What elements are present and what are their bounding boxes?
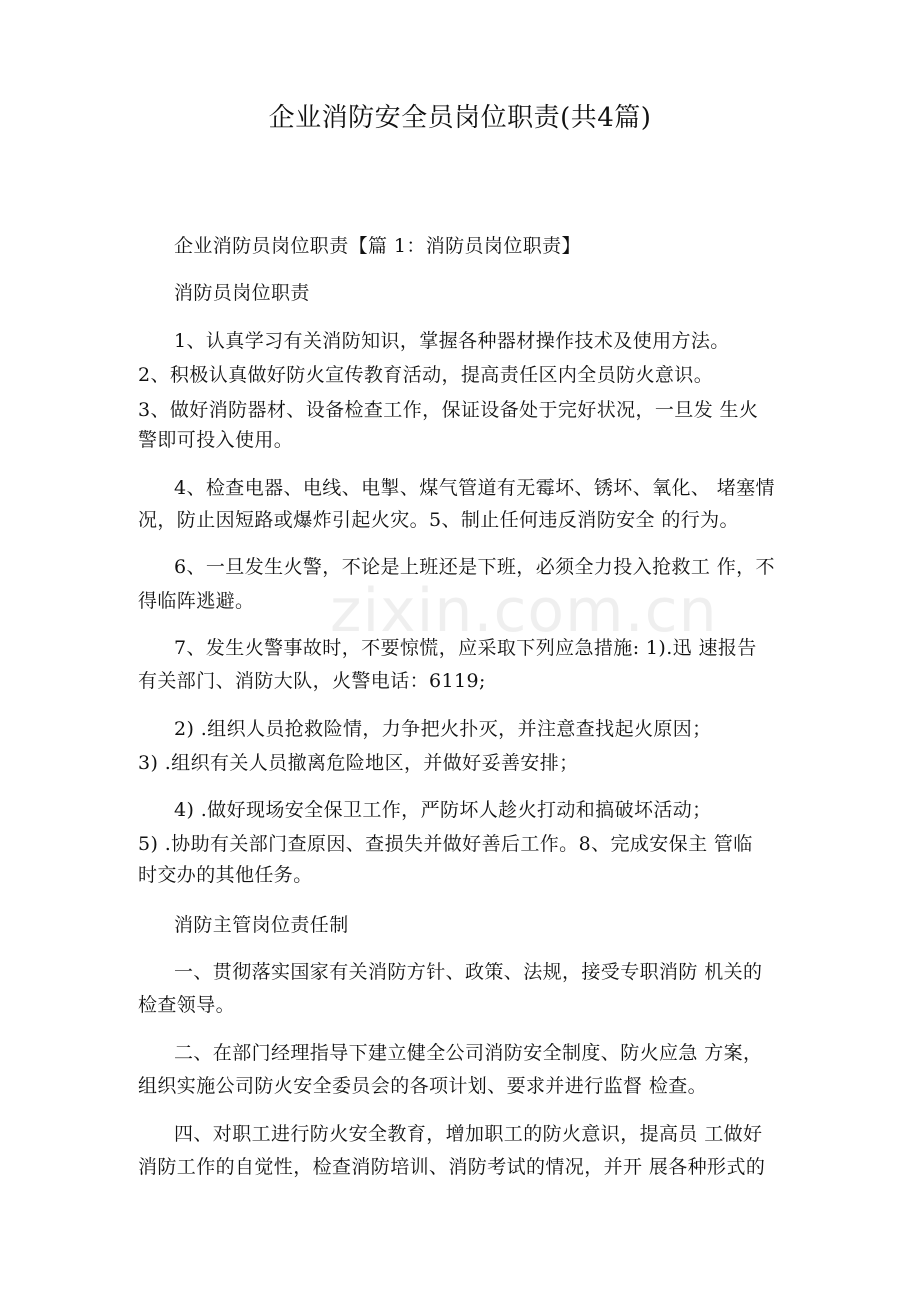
paragraph-line: 2) .组织人员抢救险情，力争把火扑灭，并注意查找起火原因； bbox=[174, 718, 712, 740]
watermark: zixin.com.cn bbox=[330, 576, 718, 646]
paragraph-line: 5) .协助有关部门查原因、查损失并做好善后工作。8、完成安保主 管临 bbox=[138, 833, 753, 855]
paragraph-line: 况，防止因短路或爆炸引起火灾。5、制止任何违反消防安全 的行为。 bbox=[138, 509, 739, 531]
section-heading: 企业消防员岗位职责【篇 1：消防员岗位职责】 bbox=[174, 235, 581, 257]
paragraph-line: 消防工作的自觉性，检查消防培训、消防考试的情况，并开 展各种形式的 bbox=[138, 1156, 766, 1178]
paragraph-line: 组织实施公司防火安全委员会的各项计划、要求并进行监督 检查。 bbox=[138, 1075, 708, 1097]
paragraph-line: 6、一旦发生火警，不论是上班还是下班，必须全力投入抢救工 作，不 bbox=[174, 556, 775, 578]
subheading: 消防主管岗位责任制 bbox=[174, 914, 349, 936]
paragraph-line: 时交办的其他任务。 bbox=[138, 864, 313, 886]
paragraph-line: 2、积极认真做好防火宣传教育活动，提高责任区内全员防火意识。 bbox=[138, 364, 714, 386]
paragraph-line: 1、认真学习有关消防知识，掌握各种器材操作技术及使用方法。 bbox=[174, 330, 730, 352]
subheading: 消防员岗位职责 bbox=[174, 282, 310, 304]
paragraph-line: 3、做好消防器材、设备检查工作，保证设备处于完好状况，一旦发 生火 bbox=[138, 399, 759, 421]
document-title: 企业消防安全员岗位职责(共4篇) bbox=[268, 103, 652, 133]
paragraph-line: 4、检查电器、电线、电掣、煤气管道有无霉坏、锈坏、氧化、 堵塞情 bbox=[174, 477, 775, 499]
paragraph-line: 检查领导。 bbox=[138, 994, 236, 1016]
paragraph-line: 3) .组织有关人员撤离危险地区，并做好妥善安排； bbox=[138, 752, 579, 774]
paragraph-line: 一、贯彻落实国家有关消防方针、政策、法规，接受专职消防 机关的 bbox=[174, 961, 763, 983]
paragraph-line: 4) .做好现场安全保卫工作，严防坏人趁火打动和搞破坏活动； bbox=[174, 799, 712, 821]
paragraph-line: 有关部门、消防大队，火警电话：6119; bbox=[138, 670, 486, 692]
paragraph-line: 警即可投入使用。 bbox=[138, 429, 294, 451]
paragraph-line: 7、发生火警事故时，不要惊慌，应采取下列应急措施: 1).迅 速报告 bbox=[174, 637, 757, 659]
paragraph-line: 得临阵逃避。 bbox=[138, 590, 255, 612]
paragraph-line: 二、在部门经理指导下建立健全公司消防安全制度、防火应急 方案， bbox=[174, 1042, 763, 1064]
paragraph-line: 四、对职工进行防火安全教育，增加职工的防火意识，提高员 工做好 bbox=[174, 1123, 763, 1145]
